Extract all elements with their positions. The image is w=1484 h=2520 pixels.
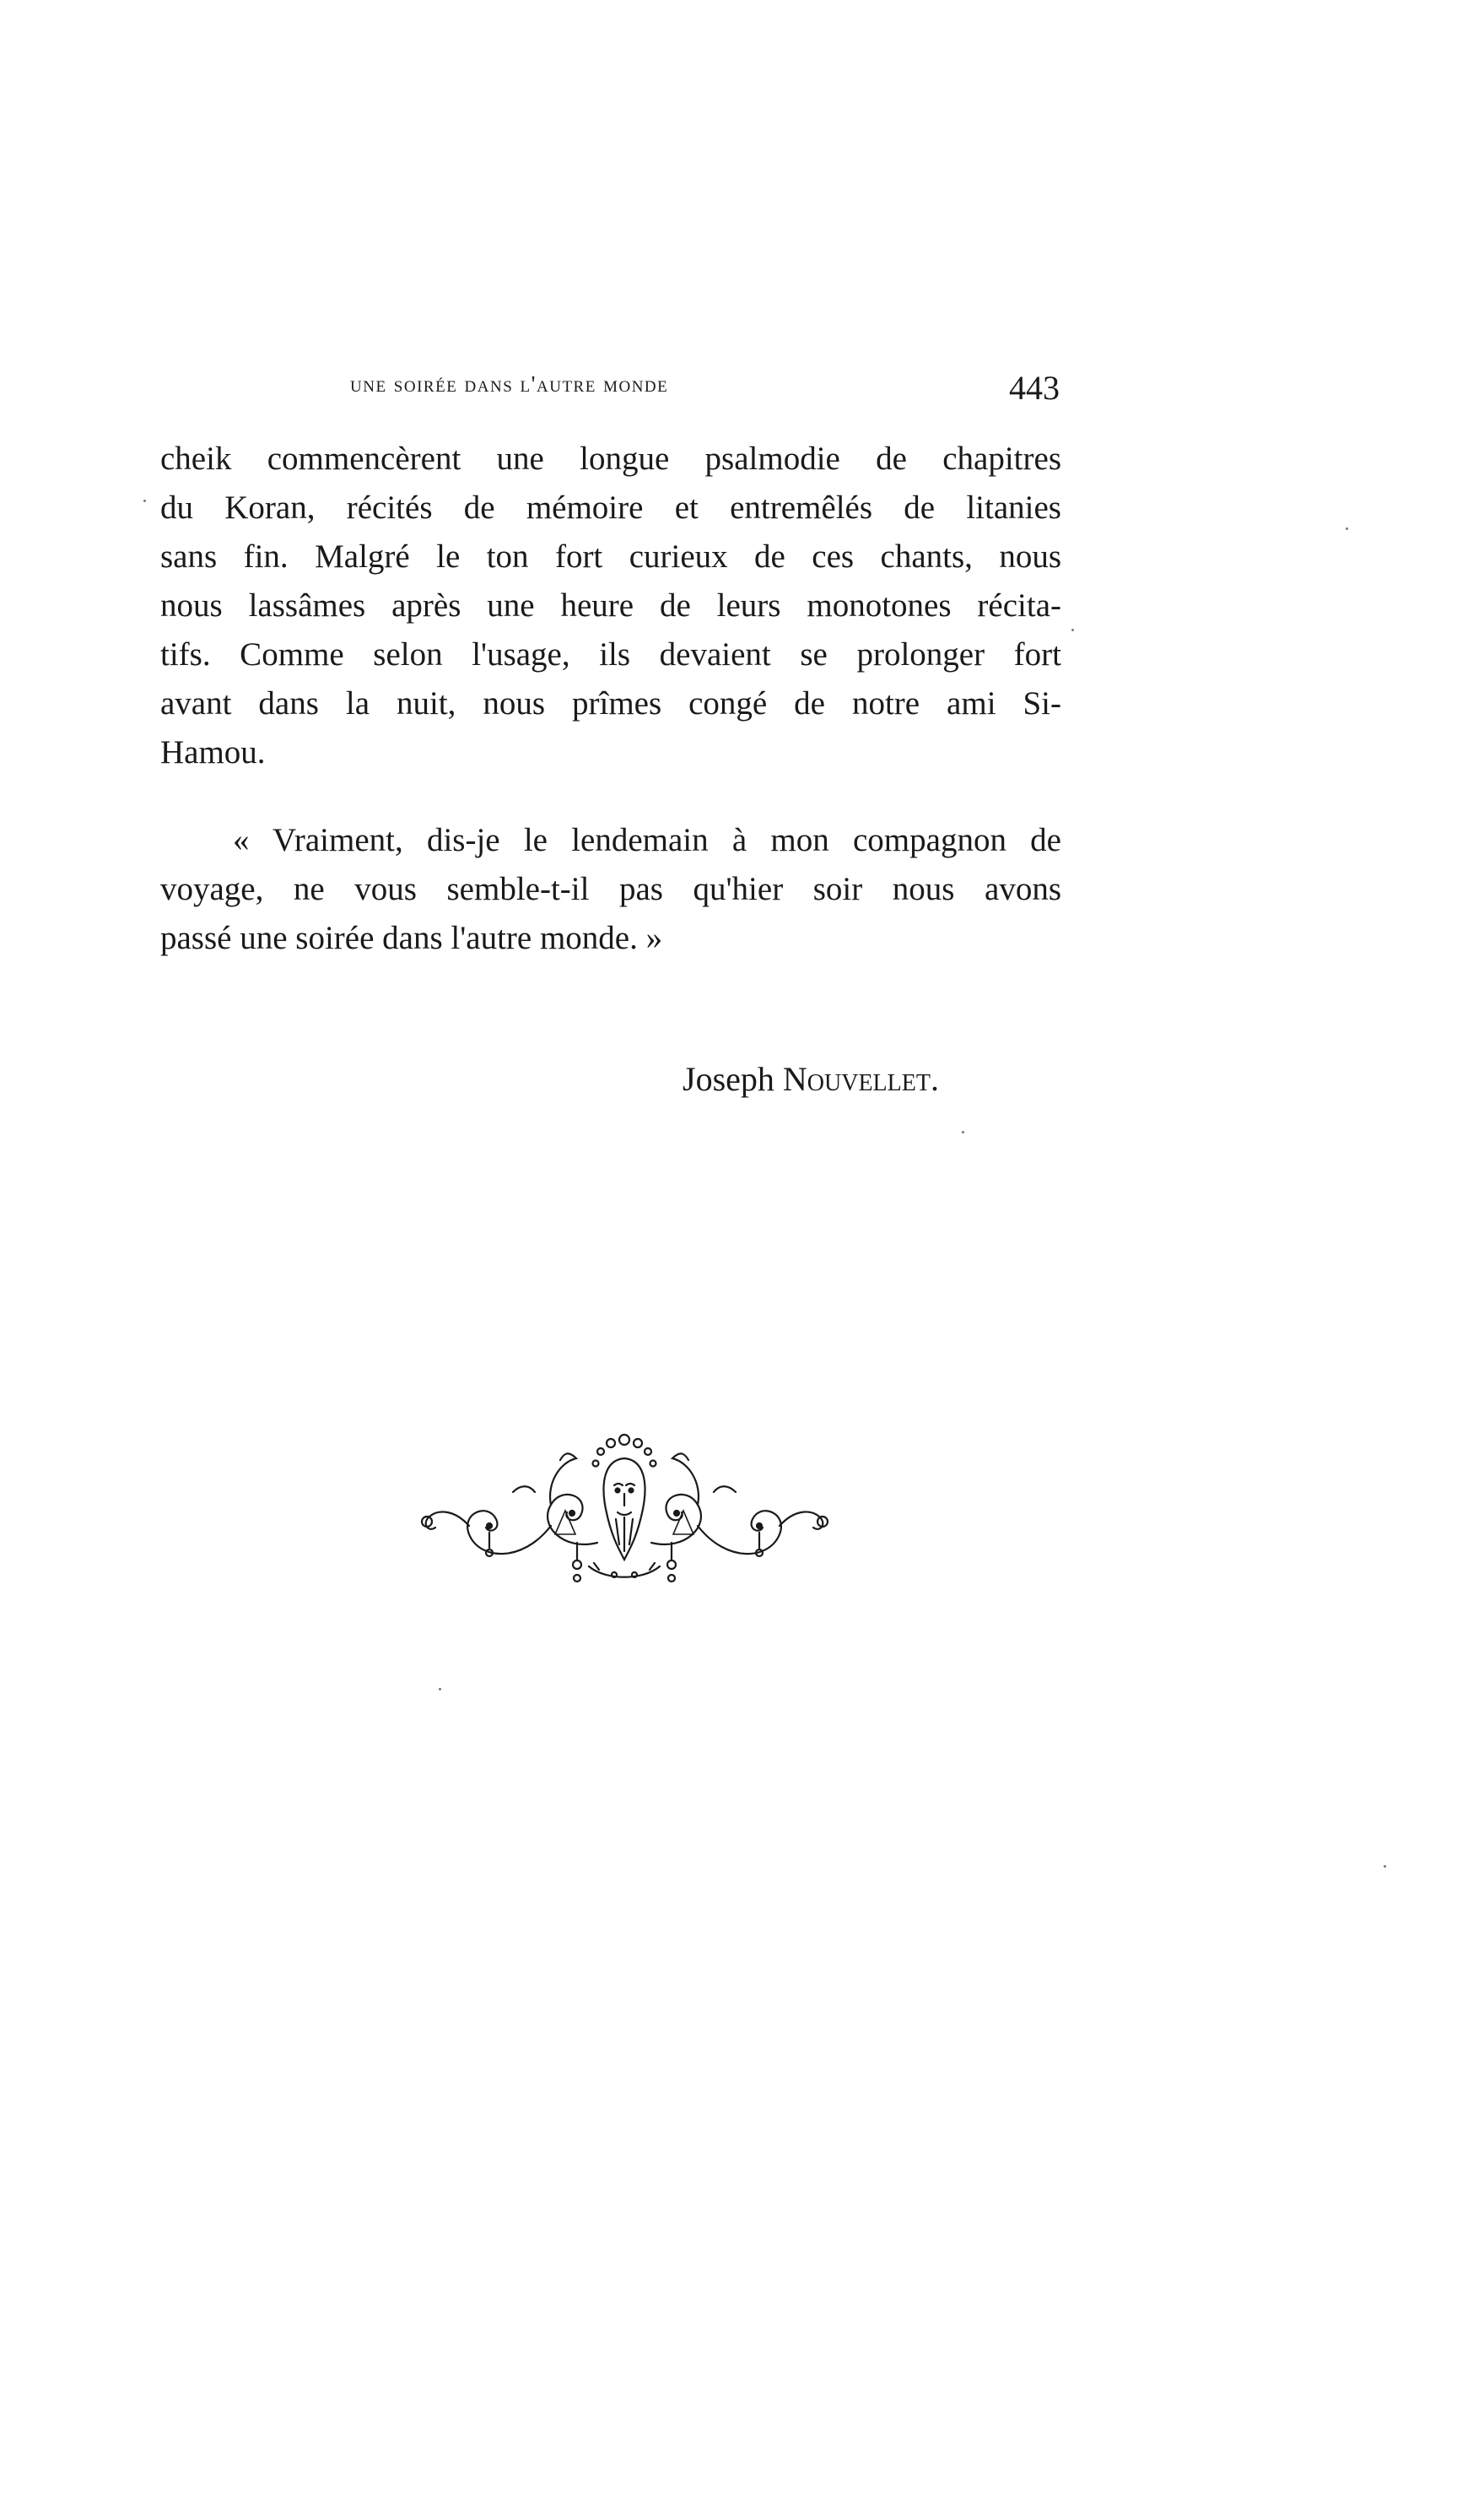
text-line: cheik commencèrent une longue psalmodie de chapitres (160, 441, 1061, 477)
scan-speck (1346, 527, 1348, 530)
text-line: sans fin. Malgré le ton fort curieux de ces chants, nous (160, 538, 1061, 575)
text-line: voyage, ne vous semble-t-il pas qu'hier soir nous avons (160, 871, 1061, 907)
page-number: 443 (1009, 369, 1060, 407)
author-last-name: Nouvellet. (782, 1060, 939, 1098)
text-line: Hamou. (160, 734, 266, 771)
text-line: avant dans la nuit, nous prîmes congé de notre ami Si- (160, 685, 1061, 722)
scan-speck (439, 1688, 441, 1690)
tailpiece-ornament-icon (412, 1425, 838, 1589)
author-first-name: Joseph (683, 1060, 774, 1098)
text-line: « Vraiment, dis-je le lendemain à mon compagnon de (233, 822, 1061, 858)
running-title: une soirée dans l'autre monde (350, 371, 669, 397)
text-line: du Koran, récités de mémoire et entremêlés de litanies (160, 489, 1061, 526)
text-line: nous lassâmes après une heure de leurs monotones récita- (160, 587, 1061, 624)
scan-speck (1384, 1865, 1386, 1868)
scan-speck (143, 500, 146, 502)
scan-speck (1071, 629, 1074, 631)
author-signature (683, 1059, 939, 1099)
text-line: passé une soirée dans l'autre monde. » (160, 920, 663, 956)
text-line: tifs. Comme selon l'usage, ils devaient se prolonger fort (160, 636, 1061, 673)
scan-speck (962, 1131, 964, 1133)
running-head (160, 368, 1061, 410)
